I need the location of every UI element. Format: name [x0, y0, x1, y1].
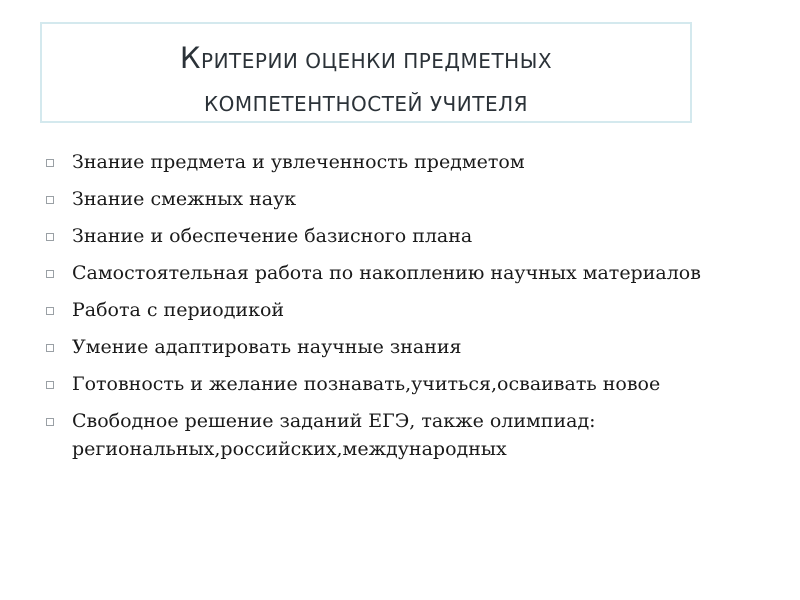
square-bullet-icon [46, 307, 54, 315]
list-item [46, 222, 726, 250]
list-item [46, 185, 726, 213]
list-item [46, 148, 726, 176]
list-item [46, 259, 726, 287]
square-bullet-icon [46, 196, 54, 204]
square-bullet-icon [46, 270, 54, 278]
list-item [46, 407, 726, 463]
title-line-1-text: РИТЕРИИ ОЦЕНКИ ПРЕДМЕТНЫХ [201, 49, 553, 73]
bullet-text: Умение адаптировать научные знания [72, 336, 462, 358]
bullet-text: Знание смежных наук [72, 188, 297, 210]
bullet-text: Готовность и желание познавать,учиться,осваивать новое [72, 373, 661, 395]
bullet-text: Знание и обеспечение базисного плана [72, 225, 473, 247]
square-bullet-icon [46, 344, 54, 352]
square-bullet-icon [46, 233, 54, 241]
title-line-2: КОМПЕТЕНТНОСТЕЙ УЧИТЕЛЯ [203, 92, 529, 116]
list-item [46, 296, 726, 324]
bullet-list [46, 148, 726, 472]
bullet-text: Работа с периодикой [72, 299, 285, 321]
list-item [46, 370, 726, 398]
bullet-text: Знание предмета и увлеченность предметом [72, 151, 525, 173]
title-box [40, 22, 692, 123]
title-line-1 [42, 41, 690, 75]
square-bullet-icon [46, 381, 54, 389]
square-bullet-icon [46, 159, 54, 167]
bullet-text: Самостоятельная работа по накоплению научных материалов [72, 262, 701, 284]
square-bullet-icon [46, 418, 54, 426]
bullet-text: Свободное решение заданий ЕГЭ, также олимпиад: региональных,российских,международных [72, 410, 596, 460]
list-item [46, 333, 726, 361]
title-initial-cap: К [179, 41, 202, 75]
